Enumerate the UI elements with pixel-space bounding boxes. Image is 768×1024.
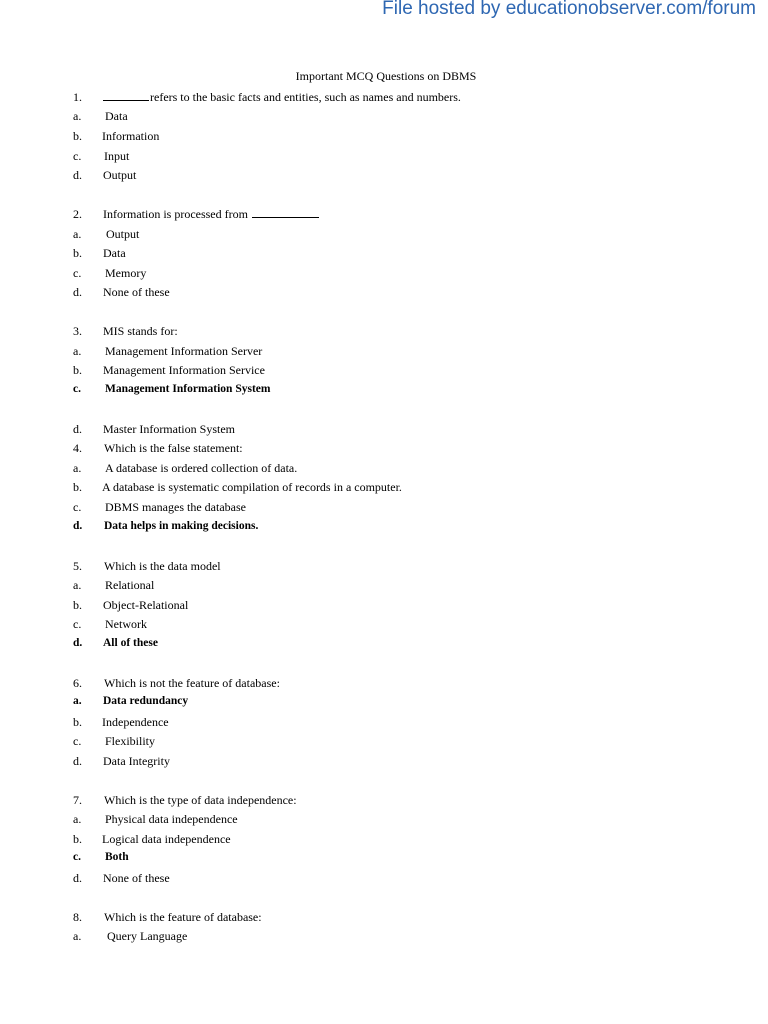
question-text: Which is the feature of database:	[104, 910, 262, 924]
option-letter: b.	[73, 129, 82, 143]
option-text: Output	[103, 168, 137, 182]
question-number: 6.	[73, 676, 82, 690]
option-letter: d.	[73, 168, 82, 182]
question-number: 2.	[73, 207, 82, 221]
option-text: DBMS manages the database	[105, 500, 246, 514]
question-text: Which is the type of data independence:	[104, 793, 297, 807]
question-text: Which is not the feature of database:	[104, 676, 280, 690]
option-letter: a.	[73, 227, 82, 241]
option-text: Memory	[105, 266, 147, 280]
option-letter: d.	[73, 520, 83, 532]
question-number: 3.	[73, 324, 82, 338]
option-letter: a.	[73, 461, 82, 475]
option-text: Query Language	[107, 929, 188, 943]
option-letter: a.	[73, 695, 82, 707]
question-number: 8.	[73, 910, 82, 924]
option-letter: b.	[73, 246, 82, 260]
option-letter: a.	[73, 929, 82, 943]
answer-option-text: Data redundancy	[103, 695, 189, 707]
question-number: 7.	[73, 793, 82, 807]
option-letter: c.	[73, 617, 82, 631]
watermark-text: File hosted by educationobserver.com/forum	[382, 0, 756, 19]
option-text: Object-Relational	[103, 598, 189, 612]
option-letter: b.	[73, 598, 82, 612]
option-text: Network	[105, 617, 147, 631]
option-text: Master Information System	[103, 422, 235, 436]
question-text: Information is processed from	[103, 207, 319, 222]
option-text: Relational	[105, 578, 155, 592]
answer-option-text: Management Information System	[105, 383, 271, 395]
option-letter: c.	[73, 500, 82, 514]
fill-in-blank	[252, 207, 319, 218]
option-text: Data Integrity	[103, 754, 170, 768]
option-letter: b.	[73, 363, 82, 377]
option-letter: d.	[73, 422, 82, 436]
option-letter: c.	[73, 383, 81, 395]
option-text: Data	[105, 109, 128, 123]
answer-option-text: Both	[105, 851, 129, 863]
option-text: Input	[104, 149, 130, 163]
option-letter: c.	[73, 149, 82, 163]
option-text: A database is ordered collection of data.	[105, 461, 298, 475]
option-text: Flexibility	[105, 734, 156, 748]
question-text: Which is the data model	[104, 559, 221, 573]
fill-in-blank	[103, 90, 149, 101]
option-text: None of these	[103, 871, 170, 885]
option-letter: a.	[73, 812, 82, 826]
option-text: Data	[103, 246, 126, 260]
option-text: Management Information Service	[103, 363, 265, 377]
question-number: 4.	[73, 441, 82, 455]
option-text: A database is systematic compilation of records in a computer.	[102, 480, 402, 494]
option-letter: b.	[73, 480, 82, 494]
question-text: MIS stands for:	[103, 324, 178, 338]
option-text: Information	[102, 129, 160, 143]
option-text: Physical data independence	[105, 812, 238, 826]
option-letter: d.	[73, 285, 82, 299]
option-letter: a.	[73, 109, 82, 123]
answer-option-text: All of these	[103, 637, 158, 649]
option-letter: c.	[73, 266, 82, 280]
option-letter: d.	[73, 871, 82, 885]
option-letter: c.	[73, 734, 82, 748]
answer-option-text: Data helps in making decisions.	[104, 520, 259, 532]
option-text: Logical data independence	[102, 832, 231, 846]
option-text: Management Information Server	[105, 344, 263, 358]
question-number: 5.	[73, 559, 82, 573]
option-text: None of these	[103, 285, 170, 299]
option-letter: b.	[73, 715, 82, 729]
question-text: Which is the false statement:	[104, 441, 243, 455]
option-letter: a.	[73, 578, 82, 592]
option-letter: a.	[73, 344, 82, 358]
question-text: refers to the basic facts and entities, such as names and numbers.	[103, 90, 461, 105]
option-letter: d.	[73, 637, 83, 649]
option-text: Independence	[102, 715, 169, 729]
option-text: Output	[106, 227, 140, 241]
question-number: 1.	[73, 90, 82, 104]
option-letter: b.	[73, 832, 82, 846]
option-letter: c.	[73, 851, 81, 863]
document-title: Important MCQ Questions on DBMS	[295, 69, 477, 83]
option-letter: d.	[73, 754, 82, 768]
